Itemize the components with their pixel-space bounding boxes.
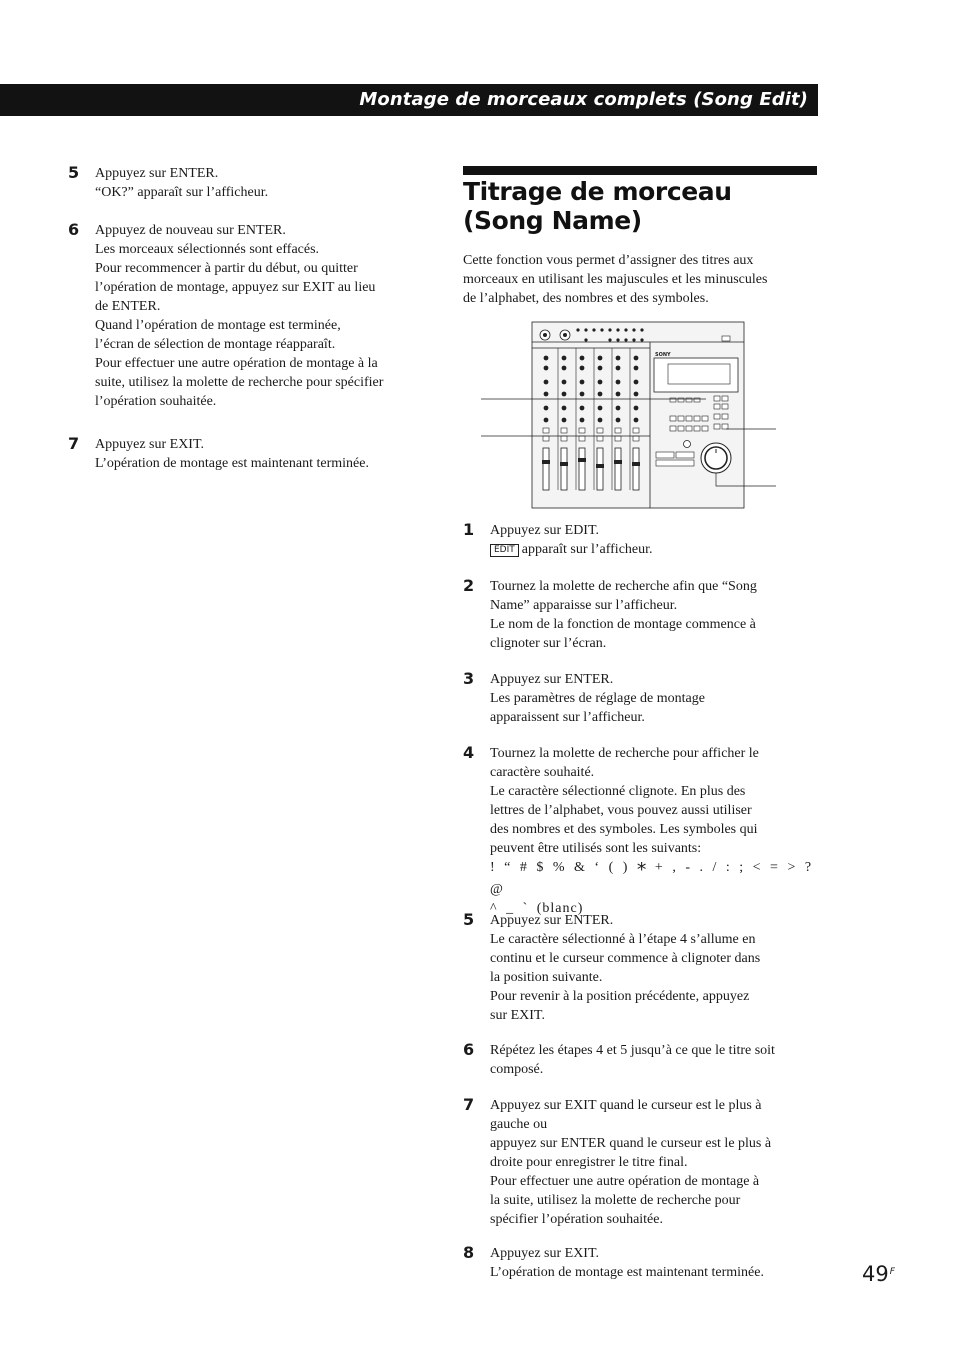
- text-line: des nombres et des symboles. Les symboles qui: [490, 822, 758, 837]
- step-number: 2: [463, 576, 475, 595]
- text-line: Répétez les étapes 4 et 5 jusqu’à ce que le titre soit: [490, 1043, 775, 1058]
- step-number: 6: [68, 220, 80, 239]
- text-line: Appuyez sur EXIT.: [490, 1246, 599, 1261]
- header-title: Montage de morceaux complets (Song Edit): [359, 89, 808, 110]
- page-language-suffix: F: [889, 1267, 895, 1277]
- step-number: 7: [68, 434, 80, 453]
- step-number: 3: [463, 669, 475, 688]
- text-line: L’opération de montage est maintenant terminée.: [490, 1265, 764, 1280]
- step-number: 1: [463, 520, 475, 539]
- text-line: Les paramètres de réglage de montage: [490, 691, 705, 706]
- section-title: Titrage de morceau (Song Name): [463, 177, 732, 235]
- symbols-line: ^ _ ` (blanc): [490, 901, 584, 916]
- step-text: [490, 911, 823, 1025]
- text-line: la position suivante.: [490, 970, 603, 985]
- text-line: Pour recommencer à partir du début, ou quitter: [95, 261, 358, 276]
- step-number: 5: [463, 910, 475, 929]
- text-line: Appuyez sur EDIT.: [490, 523, 599, 538]
- step-number: 7: [463, 1095, 475, 1114]
- text-line: Le caractère sélectionné à l’étape 4 s’allume en: [490, 932, 756, 947]
- text-line: peuvent être utilisés sont les suivants:: [490, 841, 702, 856]
- text-line: Quand l’opération de montage est terminée,: [95, 318, 341, 333]
- text-line: Pour effectuer une autre opération de montage à: [490, 1174, 760, 1189]
- text-line: Les morceaux sélectionnés sont effacés.: [95, 242, 320, 257]
- step-number: 8: [463, 1243, 475, 1262]
- asterisk-symbol: *: [636, 859, 647, 881]
- step-text: [490, 577, 823, 653]
- step-number: 5: [68, 163, 80, 182]
- header-bar: [0, 84, 818, 116]
- text-line: Appuyez sur ENTER.: [490, 913, 614, 928]
- text-line: Appuyez sur ENTER.: [95, 166, 219, 181]
- text-fragment: apparaît sur l’afficheur.: [521, 542, 653, 557]
- step-text: [490, 744, 823, 918]
- text-line: Appuyez sur ENTER.: [490, 672, 614, 687]
- text-line: Appuyez de nouveau sur ENTER.: [95, 223, 286, 238]
- text-line: l’écran de sélection de montage réapparaît.: [95, 337, 336, 352]
- text-line: Name” apparaisse sur l’afficheur.: [490, 598, 678, 613]
- text-line: sur EXIT.: [490, 1008, 545, 1023]
- symbols-line: [490, 858, 823, 899]
- text-line: continu et le curseur commence à clignoter dans: [490, 951, 761, 966]
- text-line: appuyez sur ENTER quand le curseur est le plus à: [490, 1136, 772, 1151]
- text-line: composé.: [490, 1062, 544, 1077]
- text-line: L’opération de montage est maintenant terminée.: [95, 456, 369, 471]
- text-line: droite pour enregistrer le titre final.: [490, 1155, 688, 1170]
- step-text: [95, 221, 428, 411]
- brand-label: SONY: [655, 352, 671, 358]
- step-number: 4: [463, 743, 475, 762]
- step-text: [490, 521, 823, 559]
- text-line: apparaissent sur l’afficheur.: [490, 710, 645, 725]
- text-line: de ENTER.: [95, 299, 161, 314]
- text-line: Tournez la molette de recherche pour afficher le: [490, 746, 759, 761]
- section-intro: [463, 251, 817, 308]
- step-text: [490, 1041, 823, 1079]
- step-number: 6: [463, 1040, 475, 1059]
- text-line: spécifier l’opération souhaitée.: [490, 1212, 663, 1227]
- symbols-group: + , - . / : ; < = > ? @: [490, 860, 813, 897]
- step-text: [95, 164, 428, 202]
- text-line: caractère souhaité.: [490, 765, 595, 780]
- page-number-value: 49: [862, 1262, 889, 1286]
- text-line: l’opération de montage, appuyez sur EXIT au lieu: [95, 280, 376, 295]
- step-text: [490, 670, 823, 727]
- text-line: “OK?” apparaît sur l’afficheur.: [95, 185, 269, 200]
- step-text: [490, 1096, 823, 1229]
- text-line: Pour effectuer une autre opération de montage à la: [95, 356, 378, 371]
- text-line: de l’alphabet, des nombres et des symboles.: [463, 291, 709, 306]
- text-line: morceaux en utilisant les majuscules et les minuscules: [463, 272, 768, 287]
- text-line: Cette fonction vous permet d’assigner des titres aux: [463, 253, 754, 268]
- text-line: Le caractère sélectionné clignote. En plus des: [490, 784, 746, 799]
- text-line: Le nom de la fonction de montage commence à: [490, 617, 756, 632]
- text-line: clignoter sur l’écran.: [490, 636, 607, 651]
- section-rule: [463, 166, 817, 175]
- text-line: [490, 540, 823, 559]
- text-line: lettres de l’alphabet, vous pouvez aussi utiliser: [490, 803, 752, 818]
- text-line: Pour revenir à la position précédente, appuyez: [490, 989, 750, 1004]
- step-text: [95, 435, 428, 473]
- step-text: [490, 1244, 823, 1282]
- text-line: l’opération souhaitée.: [95, 394, 217, 409]
- page-number: [862, 1261, 895, 1287]
- text-line: suite, utilisez la molette de recherche pour spécifier: [95, 375, 384, 390]
- text-line: Tournez la molette de recherche afin que “Song: [490, 579, 757, 594]
- text-line: gauche ou: [490, 1117, 548, 1132]
- mixer-device-illustration: [478, 318, 778, 512]
- text-line: Appuyez sur EXIT.: [95, 437, 204, 452]
- symbols-group: ! “ # $ % & ‘ ( ): [490, 860, 629, 875]
- text-line: la suite, utilisez la molette de recherche pour: [490, 1193, 741, 1208]
- text-line: Appuyez sur EXIT quand le curseur est le plus à: [490, 1098, 762, 1113]
- edit-display-indicator: EDIT: [490, 544, 519, 557]
